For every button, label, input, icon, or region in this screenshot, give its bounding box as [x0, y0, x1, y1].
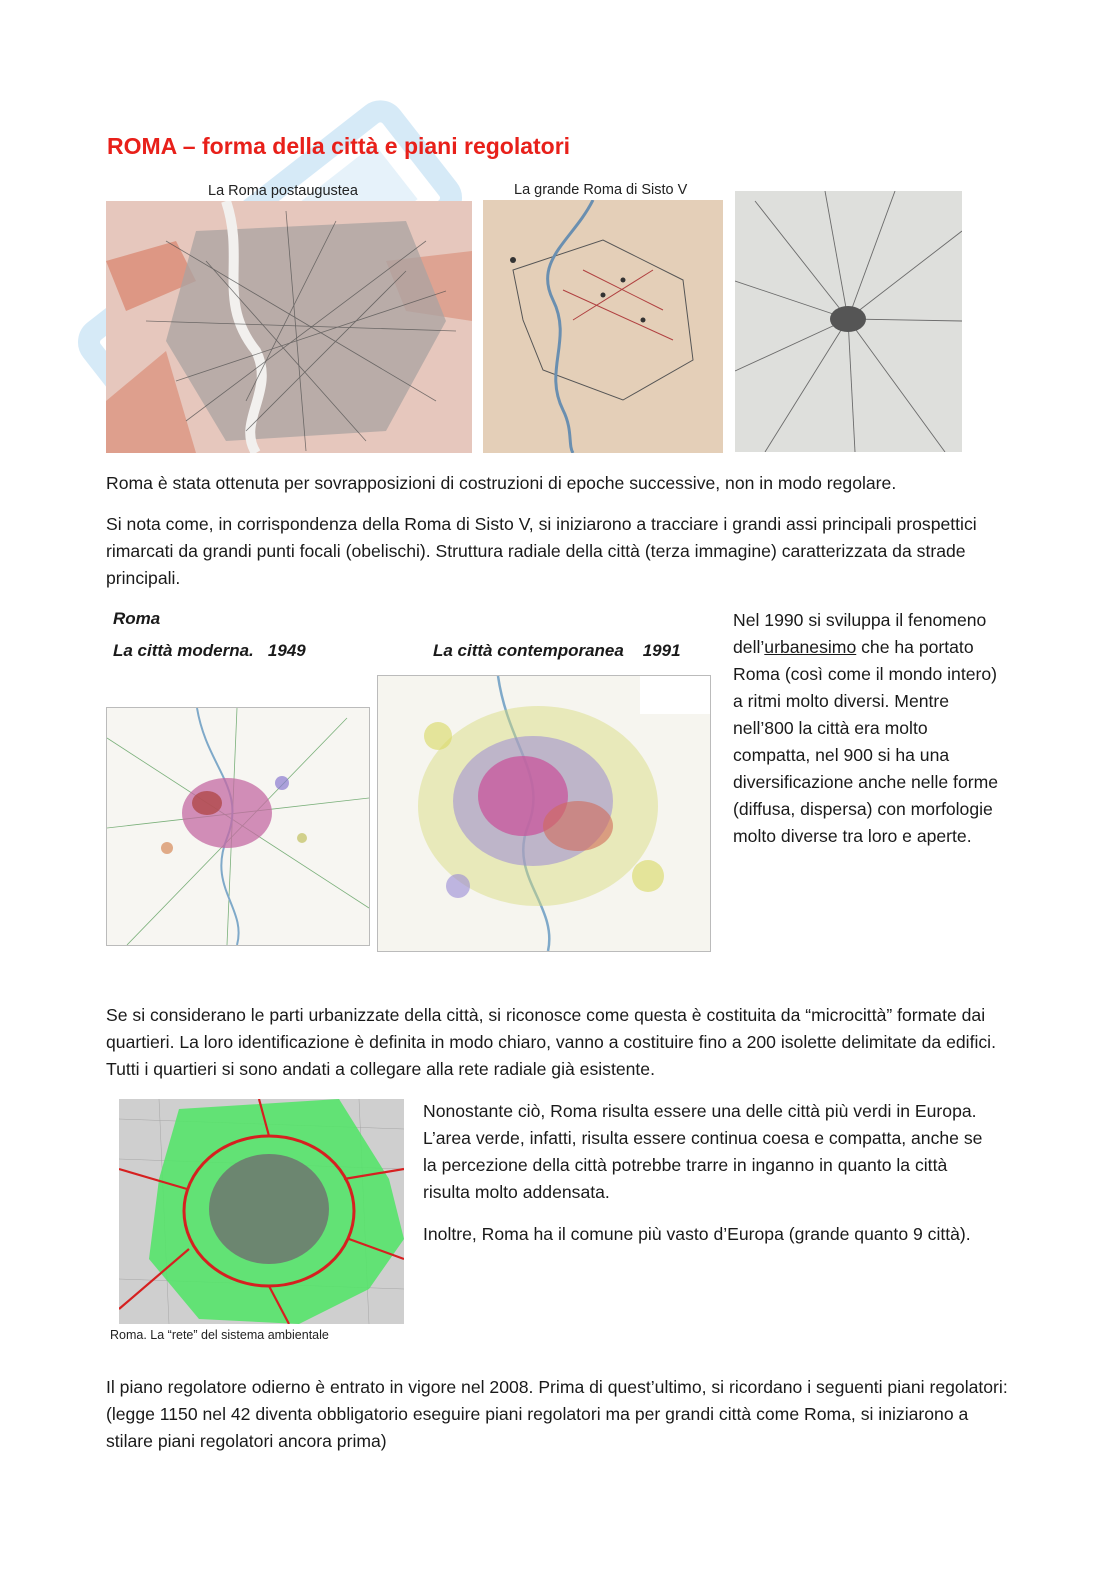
- paragraph-4: Se si considerano le parti urbanizzate della città, si riconosce come questa è costituita da “microcittà” formate dai quartieri. La loro identificazione è definita in modo chiaro, vanno a costituire fino a 200 isolette delimitate da edifici. Tutti i quartieri si sono andati a collegare alla rete radiale già esistente.: [106, 1005, 996, 1079]
- map-roma-sisto-v: [483, 200, 723, 453]
- urbanesimo-term: urbanesimo: [764, 637, 857, 657]
- paragraph-3: [733, 607, 1003, 850]
- paragraph-3-text-b: che ha portato Roma (così come il mondo intero) a ritmi molto diversi. Mentre nell’800 la città era molto compatta, nel 900 si ha una diversificazione anche nelle forme (diffusa, dispersa) con morfologie molto diverse tra loro e aperte.: [733, 637, 999, 846]
- paragraph-5: Nonostante ciò, Roma risulta essere una delle città più verdi in Europa. L’area verde, infatti, risulta essere continua coesa e compatta, anche se la percezione della città potrebbe trarre in inganno in quanto la città risulta molto addensata.: [423, 1101, 983, 1202]
- page-title: ROMA – forma della città e piani regolatori: [107, 133, 571, 159]
- map-label-1949: La città moderna. 1949: [113, 641, 306, 660]
- map-citta-moderna-1949: [106, 707, 370, 946]
- map-roma-postaugustea: [106, 201, 472, 453]
- map-rete-ambientale: [119, 1099, 404, 1324]
- map-citta-contemporanea-1991: [377, 675, 711, 952]
- paragraph-6: Inoltre, Roma ha il comune più vasto d’Europa (grande quanto 9 città).: [423, 1224, 971, 1244]
- green-map-caption: Roma. La “rete” del sistema ambientale: [110, 1328, 329, 1342]
- map-label-roma: Roma: [113, 609, 161, 628]
- paragraph-3-text-a: Nel 1990 si sviluppa il fenomeno dell’: [733, 610, 987, 657]
- map-caption-sisto-v: La grande Roma di Sisto V: [514, 182, 688, 198]
- map-label-1991: La città contemporanea 1991: [433, 641, 681, 660]
- map-roma-radiale: [735, 191, 962, 452]
- paragraph-2: Si nota come, in corrispondenza della Roma di Sisto V, si iniziarono a tracciare i grandi assi principali prospettici rimarcati da grandi punti focali (obelischi). Struttura radiale della città (terza immagine) caratterizzata da strade principali.: [106, 514, 977, 588]
- paragraph-1: Roma è stata ottenuta per sovrapposizioni di costruzioni di epoche successive, non in modo regolare.: [106, 473, 897, 493]
- paragraph-7: Il piano regolatore odierno è entrato in vigore nel 2008. Prima di quest’ultimo, si ricordano i seguenti piani regolatori: (legge 1150 nel 42 diventa obbligatorio eseguire piani regolatori ma per grandi città come Roma, si iniziarono a stilare piani regolatori ancora prima): [106, 1377, 1008, 1451]
- map-caption-postaugustea: La Roma postaugustea: [208, 183, 358, 199]
